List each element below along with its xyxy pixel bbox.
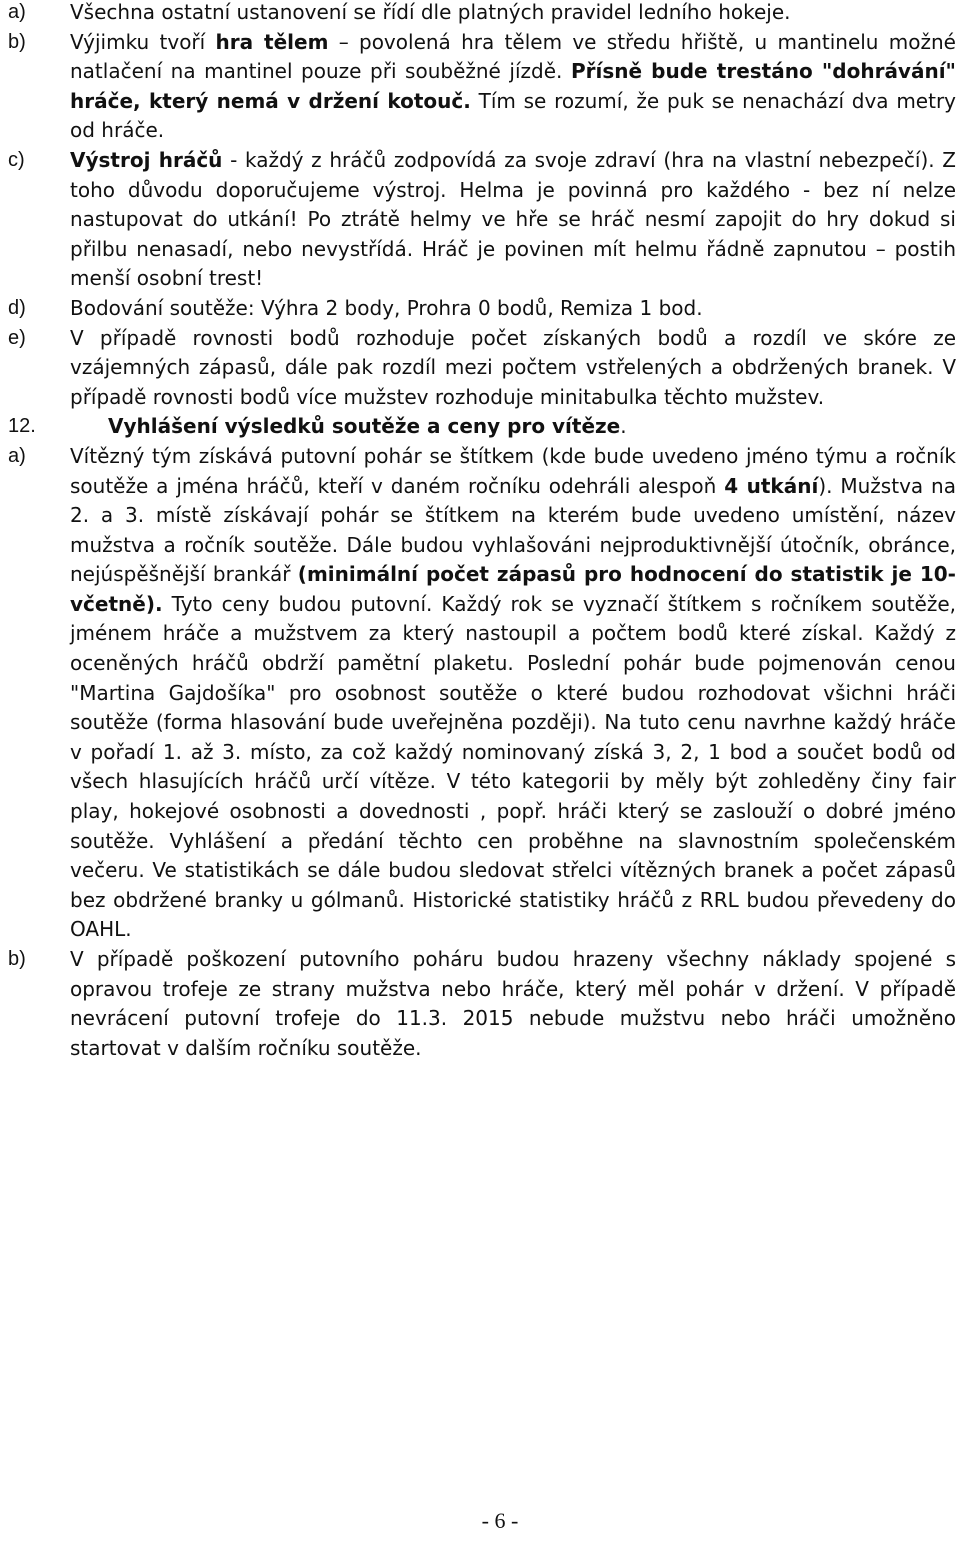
text-segment: ). Mužstva na 2. a 3. místě získávají pohár se štítkem na kterém bude uvedeno umístění, název mužstva a ročník soutěže. Dále budou vyhlašováni nejproduktivnější útočník, obránce, nejúspěšnější brankář xyxy=(70,473,956,587)
list-item-text xyxy=(70,0,956,28)
text-segment: Tím se rozumí, že puk se nenachází dva metry od hráče. xyxy=(70,88,957,143)
text-segment: V případě poškození putovního poháru budou hrazeny všechny náklady spojené s opravou trofeje ze strany mužstva nebo hráče, který měl pohár v držení. V případě nevrácení putovní trofeje do 11.3. 2015 nebude mužstvu nebo hráči umožněno startovat v dalším ročníku soutěže. xyxy=(70,947,956,1060)
bold-text-segment: Přísně bude trestáno "dohrávání" hráče, který nemá v držení kotouč. xyxy=(70,59,956,113)
bold-text-segment: hra tělem xyxy=(215,29,329,54)
list-item xyxy=(8,945,956,1063)
list-item-text xyxy=(70,28,956,146)
bold-text-segment: Výstroj hráčů xyxy=(70,147,223,172)
list-item-text xyxy=(70,294,956,324)
bold-text-segment: 4 utkání xyxy=(724,473,819,498)
list-item-text xyxy=(70,945,956,1063)
list-marker: b) xyxy=(8,948,26,970)
list-item xyxy=(8,28,956,146)
list-marker: b) xyxy=(8,30,26,53)
text-segment: Tyto ceny budou putovní. Každý rok se vyznačí štítkem s ročníkem soutěže, jménem hráče a mužstvem za který nastoupil a počtem bodů které získal. Každý z oceněných hráčů obdrží pamětní plaketu. Poslední pohár bude pojmenován cenou "Martina Gajdošíka" pro osobnost soutěže o které budou rozhodovat všichni hráči soutěže (forma hlasování bude uveřejněna později). Na tuto cenu navrhne každý hráče v pořadí 1. až 3. místo, za což každý nominovaný získá 3, 2, 1 bod a součet bodů od všech hlasujících hráčů určí vítěze. V této kategorii by měly být zohleděny činy fair play, hokejové osobnosti a dovednosti , popř. hráči který se zaslouží o dobré jméno soutěže. Vyhlášení a předání těchto cen proběhne na slavnostním společenském večeru. Ve statistikách se dále budou sledovat střelci vítězných branek a počet zápasů bez obdržené branky u gólmanů. Historické statistiky hráčů z RRL budou převedeny do OAHL. xyxy=(70,591,956,942)
text-segment: Vítězný tým získává putovní pohár se štítkem (kde bude uvedeno jméno týmu a ročník soutěže a jména hráčů, kteří v daném ročníku odehráli alespoň xyxy=(70,443,956,498)
list-marker: a) xyxy=(8,444,26,467)
section-number: 12. xyxy=(8,415,36,438)
text-segment: V případě rovnosti bodů rozhoduje počet získaných bodů a rozdíl ve skóre ze vzájemných zápasů, dále pak rozdíl mezi počtem vstřelených a obdržených branek. V případě rovnosti bodů více mužstev rozhoduje minitabulka těchto mužstev. xyxy=(70,325,956,409)
list-item xyxy=(8,146,956,294)
list-item xyxy=(8,294,956,324)
list-item xyxy=(8,324,956,413)
document-body xyxy=(8,0,956,1063)
page-number: - 6 - xyxy=(481,1508,519,1533)
list-item xyxy=(8,442,956,945)
section-title xyxy=(108,412,627,442)
list-item xyxy=(8,0,956,28)
text-segment: Výjimku tvoří xyxy=(70,29,216,54)
list-marker: a) xyxy=(8,1,26,23)
text-segment: - každý z hráčů zodpovídá za svoje zdraví (hra na vlastní nebezpečí). Z toho důvodu doporučujeme výstroj. Helma je povinná pro každého - bez ní nelze nastupovat do utkání! Po ztrátě helmy ve hře se hráč nesmí zapojit do hry dokud si přilbu nenasadí, nebo nevystřídá. Hráč je povinen mít helmu řádně zapnutou – postih menší osobní trest! xyxy=(70,147,957,291)
list-marker: e) xyxy=(8,326,26,349)
section-title-text: Vyhlášení výsledků soutěže a ceny pro vítěze xyxy=(108,414,621,439)
section-title-suffix: . xyxy=(620,414,627,439)
list-item-text xyxy=(70,146,956,294)
bold-text-segment: (minimální počet zápasů pro hodnocení do statistik je 10-včetně). xyxy=(70,562,956,616)
list-item-text xyxy=(70,324,956,413)
section-heading xyxy=(8,412,956,442)
text-segment: – povolená hra tělem ve středu hřiště, u mantinelu možné natlačení na mantinel pouze při souběžné jízdě. xyxy=(70,29,956,84)
list-item-text xyxy=(70,442,956,945)
text-segment: Bodování soutěže: Výhra 2 body, Prohra 0 bodů, Remiza 1 bod. xyxy=(70,295,703,320)
text-segment: Všechna ostatní ustanovení se řídí dle platných pravidel ledního hokeje. xyxy=(70,0,791,24)
list-marker: d) xyxy=(8,296,26,319)
list-marker: c) xyxy=(8,148,25,171)
